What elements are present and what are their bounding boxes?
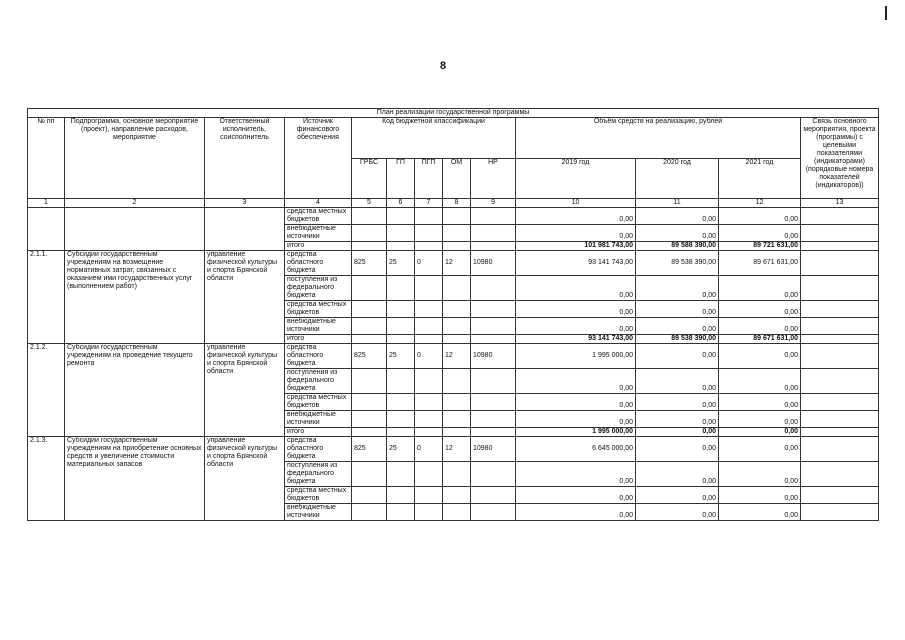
link-cell <box>801 301 879 318</box>
activity-executor: управление физической культуры и спорта Брянской области <box>205 251 285 344</box>
nr-cell <box>471 301 516 318</box>
gp-cell: 25 <box>387 437 415 462</box>
column-number-row <box>28 199 879 208</box>
source-cell: внебюджетные источники <box>285 225 352 242</box>
nr-cell: 10980 <box>471 251 516 276</box>
total-2020: 0,00 <box>636 428 719 437</box>
source-cell: внебюджетные источники <box>285 411 352 428</box>
pgp-cell <box>415 394 443 411</box>
value-2019: 0,00 <box>516 208 636 225</box>
link-cell <box>801 394 879 411</box>
column-number: 13 <box>801 199 879 208</box>
value-2019: 0,00 <box>516 487 636 504</box>
value-2019: 0,00 <box>516 462 636 487</box>
column-number: 2 <box>65 199 205 208</box>
value-2021: 0,00 <box>719 276 801 301</box>
om-cell <box>443 301 471 318</box>
value-2021: 89 671 631,00 <box>719 251 801 276</box>
code-cell <box>443 242 471 251</box>
nr-cell <box>471 504 516 521</box>
gp-cell <box>387 276 415 301</box>
link-cell <box>801 251 879 276</box>
value-2019: 0,00 <box>516 411 636 428</box>
value-2021: 0,00 <box>719 301 801 318</box>
column-number: 4 <box>285 199 352 208</box>
link-cell <box>801 225 879 242</box>
header-2021: 2021 год <box>719 158 801 199</box>
gp-cell <box>387 369 415 394</box>
value-2020: 0,00 <box>636 504 719 521</box>
link-cell <box>801 428 879 437</box>
value-2020: 0,00 <box>636 487 719 504</box>
code-cell <box>387 428 415 437</box>
pgp-cell <box>415 462 443 487</box>
code-cell <box>352 428 387 437</box>
code-cell <box>387 208 415 225</box>
source-cell: внебюджетные источники <box>285 318 352 335</box>
pgp-cell: 0 <box>415 437 443 462</box>
value-2020: 0,00 <box>636 208 719 225</box>
table-row <box>28 344 879 369</box>
pgp-cell: 0 <box>415 251 443 276</box>
source-cell: средства областного бюджета <box>285 251 352 276</box>
link-cell <box>801 411 879 428</box>
grbs-cell <box>352 411 387 428</box>
pgp-cell <box>415 504 443 521</box>
link-cell <box>801 242 879 251</box>
gp-cell <box>387 411 415 428</box>
activity-executor: управление физической культуры и спорта Брянской области <box>205 344 285 437</box>
grbs-cell: 825 <box>352 437 387 462</box>
gp-cell <box>387 462 415 487</box>
gp-cell <box>387 394 415 411</box>
pgp-cell <box>415 318 443 335</box>
code-cell <box>387 242 415 251</box>
total-label: итого <box>285 242 352 251</box>
om-cell: 12 <box>443 251 471 276</box>
column-number: 3 <box>205 199 285 208</box>
code-cell <box>443 225 471 242</box>
header-executor: Ответственный исполнитель, соисполнитель <box>205 118 285 199</box>
value-2019: 0,00 <box>516 504 636 521</box>
value-2019: 0,00 <box>516 276 636 301</box>
column-number: 12 <box>719 199 801 208</box>
code-cell <box>443 335 471 344</box>
code-cell <box>352 242 387 251</box>
source-cell: средства областного бюджета <box>285 437 352 462</box>
value-2019: 0,00 <box>516 369 636 394</box>
value-2019: 0,00 <box>516 225 636 242</box>
value-2019: 93 141 743,00 <box>516 251 636 276</box>
link-cell <box>801 344 879 369</box>
column-number: 11 <box>636 199 719 208</box>
gp-cell <box>387 504 415 521</box>
plan-title: План реализации государственной программы <box>28 109 879 118</box>
value-2021: 0,00 <box>719 225 801 242</box>
column-number: 9 <box>471 199 516 208</box>
pgp-cell <box>415 411 443 428</box>
code-cell <box>415 428 443 437</box>
total-label: итого <box>285 428 352 437</box>
gp-cell: 25 <box>387 344 415 369</box>
value-2021: 0,00 <box>719 487 801 504</box>
code-cell <box>415 335 443 344</box>
header-code-group: Код бюджетной классификации <box>352 118 516 159</box>
header-nr: НР <box>471 158 516 199</box>
grbs-cell <box>352 487 387 504</box>
code-cell <box>352 335 387 344</box>
value-2019: 0,00 <box>516 301 636 318</box>
grbs-cell: 825 <box>352 344 387 369</box>
link-cell <box>801 437 879 462</box>
value-2021: 0,00 <box>719 462 801 487</box>
grbs-cell <box>352 318 387 335</box>
value-2021: 0,00 <box>719 394 801 411</box>
nr-cell <box>471 487 516 504</box>
om-cell <box>443 462 471 487</box>
link-cell <box>801 462 879 487</box>
num-cell <box>28 208 65 251</box>
value-2020: 0,00 <box>636 276 719 301</box>
header-link: Связь основного мероприятия, проекта (программы) с целевыми показателями (индикаторами) (порядковые номера показателей (индикаторов)) <box>801 118 879 199</box>
activity-number: 2.1.2. <box>28 344 65 437</box>
grbs-cell <box>352 462 387 487</box>
header-grbs: ГРБС <box>352 158 387 199</box>
grbs-cell <box>352 369 387 394</box>
code-cell <box>471 208 516 225</box>
header-2020: 2020 год <box>636 158 719 199</box>
header-gp: ГП <box>387 158 415 199</box>
value-2020: 0,00 <box>636 462 719 487</box>
gp-cell <box>387 301 415 318</box>
scan-edge-mark <box>885 6 887 20</box>
nr-cell: 10980 <box>471 437 516 462</box>
code-cell <box>471 242 516 251</box>
nr-cell <box>471 318 516 335</box>
value-2020: 89 538 390,00 <box>636 251 719 276</box>
value-2021: 0,00 <box>719 411 801 428</box>
code-cell <box>387 335 415 344</box>
value-2019: 0,00 <box>516 318 636 335</box>
code-cell <box>352 225 387 242</box>
total-2021: 89 671 631,00 <box>719 335 801 344</box>
code-cell <box>352 208 387 225</box>
nr-cell <box>471 276 516 301</box>
grbs-cell <box>352 394 387 411</box>
om-cell: 12 <box>443 437 471 462</box>
grbs-cell <box>352 276 387 301</box>
link-cell <box>801 504 879 521</box>
column-number: 7 <box>415 199 443 208</box>
column-number: 5 <box>352 199 387 208</box>
value-2020: 0,00 <box>636 225 719 242</box>
value-2020: 0,00 <box>636 369 719 394</box>
activity-name: Субсидии государственным учреждениям на проведение текущего ремонта <box>65 344 205 437</box>
grbs-cell <box>352 301 387 318</box>
link-cell <box>801 318 879 335</box>
subprogram-cell <box>65 208 205 251</box>
header-volume-group: Объём средств на реализацию, рублей <box>516 118 801 159</box>
activity-number: 2.1.1. <box>28 251 65 344</box>
source-cell: поступления из федерального бюджета <box>285 276 352 301</box>
value-2021: 0,00 <box>719 344 801 369</box>
header-om: ОМ <box>443 158 471 199</box>
om-cell <box>443 487 471 504</box>
om-cell <box>443 411 471 428</box>
nr-cell <box>471 411 516 428</box>
total-2021: 0,00 <box>719 428 801 437</box>
value-2021: 0,00 <box>719 208 801 225</box>
gp-cell: 25 <box>387 251 415 276</box>
grbs-cell: 825 <box>352 251 387 276</box>
source-cell: средства местных бюджетов <box>285 487 352 504</box>
nr-cell <box>471 369 516 394</box>
code-cell <box>471 335 516 344</box>
code-cell <box>415 225 443 242</box>
plan-table <box>27 108 879 521</box>
total-2019: 93 141 743,00 <box>516 335 636 344</box>
gp-cell <box>387 487 415 504</box>
activity-name: Субсидии государственным учреждениям на возмещение нормативных затрат, связанных с оказанием ими государственных услуг (выполнением работ) <box>65 251 205 344</box>
column-number: 8 <box>443 199 471 208</box>
code-cell <box>443 208 471 225</box>
header-2019: 2019 год <box>516 158 636 199</box>
code-cell <box>415 242 443 251</box>
value-2020: 0,00 <box>636 437 719 462</box>
source-cell: поступления из федерального бюджета <box>285 462 352 487</box>
code-cell <box>415 208 443 225</box>
pgp-cell <box>415 487 443 504</box>
pgp-cell: 0 <box>415 344 443 369</box>
code-cell <box>443 428 471 437</box>
link-cell <box>801 276 879 301</box>
nr-cell <box>471 394 516 411</box>
table-row <box>28 208 879 225</box>
header-num: № пп <box>28 118 65 199</box>
source-cell: средства местных бюджетов <box>285 301 352 318</box>
value-2020: 0,00 <box>636 411 719 428</box>
column-number: 1 <box>28 199 65 208</box>
link-cell <box>801 487 879 504</box>
total-2020: 89 588 390,00 <box>636 242 719 251</box>
value-2019: 6 645 000,00 <box>516 437 636 462</box>
pgp-cell <box>415 301 443 318</box>
value-2019: 1 995 000,00 <box>516 344 636 369</box>
pgp-cell <box>415 369 443 394</box>
source-cell: средства областного бюджета <box>285 344 352 369</box>
link-cell <box>801 335 879 344</box>
code-cell <box>471 428 516 437</box>
table-row <box>28 251 879 276</box>
total-2021: 89 721 631,00 <box>719 242 801 251</box>
total-2019: 1 995 000,00 <box>516 428 636 437</box>
nr-cell <box>471 462 516 487</box>
link-cell <box>801 208 879 225</box>
source-cell: поступления из федерального бюджета <box>285 369 352 394</box>
source-cell: средства местных бюджетов <box>285 394 352 411</box>
value-2021: 0,00 <box>719 504 801 521</box>
pgp-cell <box>415 276 443 301</box>
value-2021: 0,00 <box>719 437 801 462</box>
om-cell <box>443 318 471 335</box>
source-cell: внебюджетные источники <box>285 504 352 521</box>
source-cell: средства местных бюджетов <box>285 208 352 225</box>
code-cell <box>471 225 516 242</box>
column-number: 6 <box>387 199 415 208</box>
grbs-cell <box>352 504 387 521</box>
table-row <box>28 437 879 462</box>
om-cell <box>443 276 471 301</box>
value-2020: 0,00 <box>636 394 719 411</box>
om-cell <box>443 504 471 521</box>
code-cell <box>387 225 415 242</box>
value-2020: 0,00 <box>636 318 719 335</box>
total-label: итого <box>285 335 352 344</box>
page-number: 8 <box>440 60 447 72</box>
gp-cell <box>387 318 415 335</box>
total-2019: 101 981 743,00 <box>516 242 636 251</box>
executor-cell <box>205 208 285 251</box>
activity-name: Субсидии государственным учреждениям на приобретение основных средств и увеличение стоимости материальных запасов <box>65 437 205 521</box>
link-cell <box>801 369 879 394</box>
om-cell: 12 <box>443 344 471 369</box>
value-2020: 0,00 <box>636 344 719 369</box>
value-2020: 0,00 <box>636 301 719 318</box>
header-subprogram: Подпрограмма, основное мероприятие (проект), направление расходов, мероприятие <box>65 118 205 199</box>
activity-executor: управление физической культуры и спорта Брянской области <box>205 437 285 521</box>
header-pgp: ПГП <box>415 158 443 199</box>
value-2019: 0,00 <box>516 394 636 411</box>
om-cell <box>443 369 471 394</box>
activity-number: 2.1.3. <box>28 437 65 521</box>
column-number: 10 <box>516 199 636 208</box>
om-cell <box>443 394 471 411</box>
nr-cell: 10980 <box>471 344 516 369</box>
header-source: Источник финансового обеспечения <box>285 118 352 199</box>
total-2020: 89 538 390,00 <box>636 335 719 344</box>
value-2021: 0,00 <box>719 369 801 394</box>
value-2021: 0,00 <box>719 318 801 335</box>
